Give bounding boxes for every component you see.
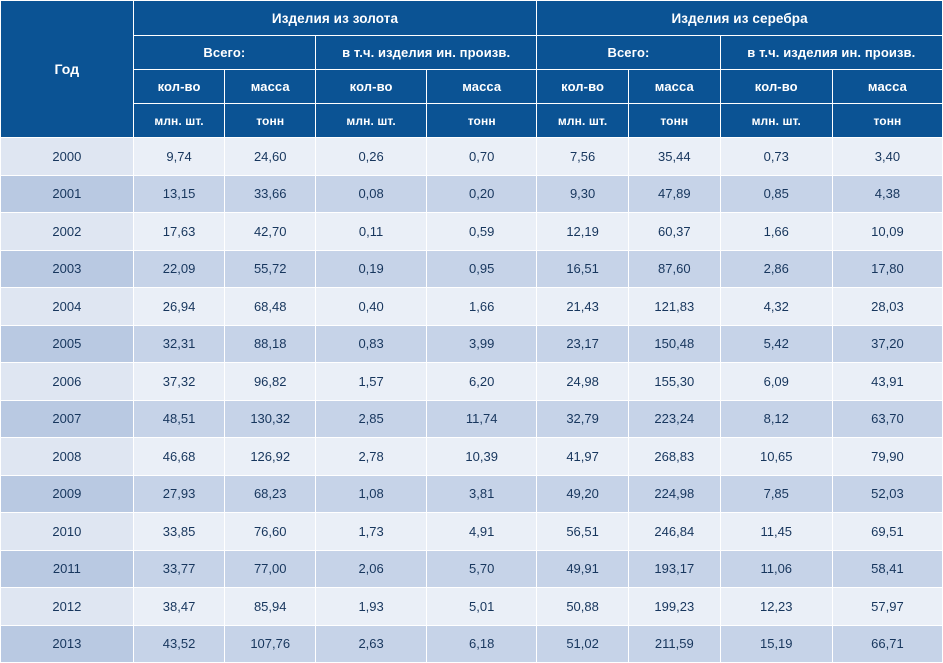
- cell-value: 23,17: [537, 325, 629, 363]
- cell-value: 1,66: [427, 288, 537, 326]
- cell-value: 5,42: [720, 325, 832, 363]
- cell-value: 15,19: [720, 625, 832, 663]
- cell-value: 1,66: [720, 213, 832, 251]
- table-row: [1, 250, 943, 288]
- cell-value: 57,97: [832, 588, 942, 626]
- cell-value: 63,70: [832, 400, 942, 438]
- cell-value: 4,91: [427, 513, 537, 551]
- cell-value: 87,60: [628, 250, 720, 288]
- cell-value: 10,09: [832, 213, 942, 251]
- cell-value: 88,18: [225, 325, 316, 363]
- header-unit-2: тонн: [225, 104, 316, 138]
- header-subgroup-silver-total: Всего:: [537, 36, 720, 70]
- header-subgroup-gold-foreign: в т.ч. изделия ин. произв.: [316, 36, 537, 70]
- cell-value: 32,31: [133, 325, 225, 363]
- table-row: [1, 325, 943, 363]
- cell-value: 5,70: [427, 550, 537, 588]
- cell-value: 11,45: [720, 513, 832, 551]
- cell-value: 76,60: [225, 513, 316, 551]
- table-row: [1, 513, 943, 551]
- header-unit-6: тонн: [628, 104, 720, 138]
- cell-value: 12,19: [537, 213, 629, 251]
- cell-value: 0,95: [427, 250, 537, 288]
- table-row: [1, 175, 943, 213]
- cell-value: 68,23: [225, 475, 316, 513]
- header-group-silver: Изделия из серебра: [537, 1, 943, 36]
- cell-value: 69,51: [832, 513, 942, 551]
- cell-year: 2001: [1, 175, 134, 213]
- header-group-gold: Изделия из золота: [133, 1, 537, 36]
- cell-value: 7,56: [537, 138, 629, 176]
- cell-value: 33,77: [133, 550, 225, 588]
- table-row: [1, 438, 943, 476]
- cell-value: 60,37: [628, 213, 720, 251]
- cell-value: 2,78: [316, 438, 427, 476]
- cell-value: 51,02: [537, 625, 629, 663]
- cell-value: 9,74: [133, 138, 225, 176]
- cell-value: 2,06: [316, 550, 427, 588]
- cell-value: 0,08: [316, 175, 427, 213]
- cell-value: 50,88: [537, 588, 629, 626]
- cell-value: 43,91: [832, 363, 942, 401]
- header-unit-5: млн. шт.: [537, 104, 629, 138]
- header-measure-3: кол-во: [316, 70, 427, 104]
- cell-value: 85,94: [225, 588, 316, 626]
- header-unit-1: млн. шт.: [133, 104, 225, 138]
- cell-year: 2006: [1, 363, 134, 401]
- cell-value: 0,20: [427, 175, 537, 213]
- cell-year: 2005: [1, 325, 134, 363]
- cell-value: 37,20: [832, 325, 942, 363]
- cell-year: 2012: [1, 588, 134, 626]
- cell-value: 0,85: [720, 175, 832, 213]
- cell-value: 246,84: [628, 513, 720, 551]
- cell-value: 223,24: [628, 400, 720, 438]
- header-unit-4: тонн: [427, 104, 537, 138]
- cell-value: 0,83: [316, 325, 427, 363]
- cell-value: 0,70: [427, 138, 537, 176]
- cell-value: 199,23: [628, 588, 720, 626]
- cell-value: 3,99: [427, 325, 537, 363]
- cell-value: 47,89: [628, 175, 720, 213]
- header-row-units: [1, 104, 943, 138]
- cell-value: 6,18: [427, 625, 537, 663]
- table-row: [1, 400, 943, 438]
- cell-value: 4,32: [720, 288, 832, 326]
- cell-value: 6,09: [720, 363, 832, 401]
- cell-year: 2008: [1, 438, 134, 476]
- cell-value: 10,39: [427, 438, 537, 476]
- cell-value: 56,51: [537, 513, 629, 551]
- header-year: Год: [1, 1, 134, 138]
- cell-value: 12,23: [720, 588, 832, 626]
- header-row-subgroups: [1, 36, 943, 70]
- cell-value: 27,93: [133, 475, 225, 513]
- cell-year: 2010: [1, 513, 134, 551]
- cell-value: 5,01: [427, 588, 537, 626]
- table-body: [1, 138, 943, 663]
- cell-value: 33,66: [225, 175, 316, 213]
- header-unit-3: млн. шт.: [316, 104, 427, 138]
- table-row: [1, 625, 943, 663]
- cell-value: 28,03: [832, 288, 942, 326]
- cell-value: 32,79: [537, 400, 629, 438]
- cell-value: 43,52: [133, 625, 225, 663]
- table-row: [1, 363, 943, 401]
- table-row: [1, 213, 943, 251]
- header-subgroup-silver-foreign: в т.ч. изделия ин. произв.: [720, 36, 942, 70]
- table-header: [1, 1, 943, 138]
- cell-value: 3,81: [427, 475, 537, 513]
- cell-value: 52,03: [832, 475, 942, 513]
- cell-value: 17,63: [133, 213, 225, 251]
- cell-value: 0,11: [316, 213, 427, 251]
- cell-value: 22,09: [133, 250, 225, 288]
- table-row: [1, 138, 943, 176]
- table-row: [1, 550, 943, 588]
- cell-value: 4,38: [832, 175, 942, 213]
- cell-year: 2013: [1, 625, 134, 663]
- cell-value: 58,41: [832, 550, 942, 588]
- cell-value: 9,30: [537, 175, 629, 213]
- header-measure-6: масса: [628, 70, 720, 104]
- cell-value: 79,90: [832, 438, 942, 476]
- cell-year: 2011: [1, 550, 134, 588]
- cell-value: 13,15: [133, 175, 225, 213]
- cell-value: 77,00: [225, 550, 316, 588]
- cell-value: 10,65: [720, 438, 832, 476]
- cell-value: 38,47: [133, 588, 225, 626]
- cell-year: 2007: [1, 400, 134, 438]
- cell-value: 11,74: [427, 400, 537, 438]
- cell-value: 0,26: [316, 138, 427, 176]
- cell-value: 41,97: [537, 438, 629, 476]
- cell-year: 2000: [1, 138, 134, 176]
- cell-value: 96,82: [225, 363, 316, 401]
- cell-value: 155,30: [628, 363, 720, 401]
- header-measure-2: масса: [225, 70, 316, 104]
- cell-value: 1,73: [316, 513, 427, 551]
- cell-value: 2,86: [720, 250, 832, 288]
- cell-value: 224,98: [628, 475, 720, 513]
- cell-value: 0,73: [720, 138, 832, 176]
- header-measure-7: кол-во: [720, 70, 832, 104]
- cell-value: 49,20: [537, 475, 629, 513]
- table-row: [1, 475, 943, 513]
- cell-year: 2009: [1, 475, 134, 513]
- cell-value: 55,72: [225, 250, 316, 288]
- header-measure-8: масса: [832, 70, 942, 104]
- cell-value: 2,63: [316, 625, 427, 663]
- cell-value: 21,43: [537, 288, 629, 326]
- cell-value: 7,85: [720, 475, 832, 513]
- cell-value: 37,32: [133, 363, 225, 401]
- table-row: [1, 288, 943, 326]
- cell-value: 1,93: [316, 588, 427, 626]
- cell-value: 48,51: [133, 400, 225, 438]
- header-measure-5: кол-во: [537, 70, 629, 104]
- cell-year: 2003: [1, 250, 134, 288]
- cell-value: 35,44: [628, 138, 720, 176]
- header-subgroup-gold-total: Всего:: [133, 36, 315, 70]
- cell-value: 24,98: [537, 363, 629, 401]
- cell-value: 150,48: [628, 325, 720, 363]
- cell-value: 268,83: [628, 438, 720, 476]
- header-row-measures: [1, 70, 943, 104]
- cell-value: 26,94: [133, 288, 225, 326]
- cell-value: 0,19: [316, 250, 427, 288]
- cell-value: 126,92: [225, 438, 316, 476]
- cell-value: 3,40: [832, 138, 942, 176]
- cell-value: 121,83: [628, 288, 720, 326]
- cell-year: 2004: [1, 288, 134, 326]
- table-row: [1, 588, 943, 626]
- cell-value: 68,48: [225, 288, 316, 326]
- cell-value: 0,40: [316, 288, 427, 326]
- cell-value: 107,76: [225, 625, 316, 663]
- header-unit-7: млн. шт.: [720, 104, 832, 138]
- header-row-groups: [1, 1, 943, 36]
- cell-value: 193,17: [628, 550, 720, 588]
- cell-value: 24,60: [225, 138, 316, 176]
- cell-value: 16,51: [537, 250, 629, 288]
- cell-value: 130,32: [225, 400, 316, 438]
- cell-value: 33,85: [133, 513, 225, 551]
- cell-value: 8,12: [720, 400, 832, 438]
- cell-value: 2,85: [316, 400, 427, 438]
- header-measure-1: кол-во: [133, 70, 225, 104]
- cell-value: 46,68: [133, 438, 225, 476]
- cell-value: 1,08: [316, 475, 427, 513]
- cell-value: 1,57: [316, 363, 427, 401]
- cell-value: 66,71: [832, 625, 942, 663]
- cell-value: 49,91: [537, 550, 629, 588]
- cell-value: 211,59: [628, 625, 720, 663]
- cell-year: 2002: [1, 213, 134, 251]
- cell-value: 0,59: [427, 213, 537, 251]
- cell-value: 17,80: [832, 250, 942, 288]
- cell-value: 6,20: [427, 363, 537, 401]
- header-measure-4: масса: [427, 70, 537, 104]
- header-unit-8: тонн: [832, 104, 942, 138]
- cell-value: 42,70: [225, 213, 316, 251]
- cell-value: 11,06: [720, 550, 832, 588]
